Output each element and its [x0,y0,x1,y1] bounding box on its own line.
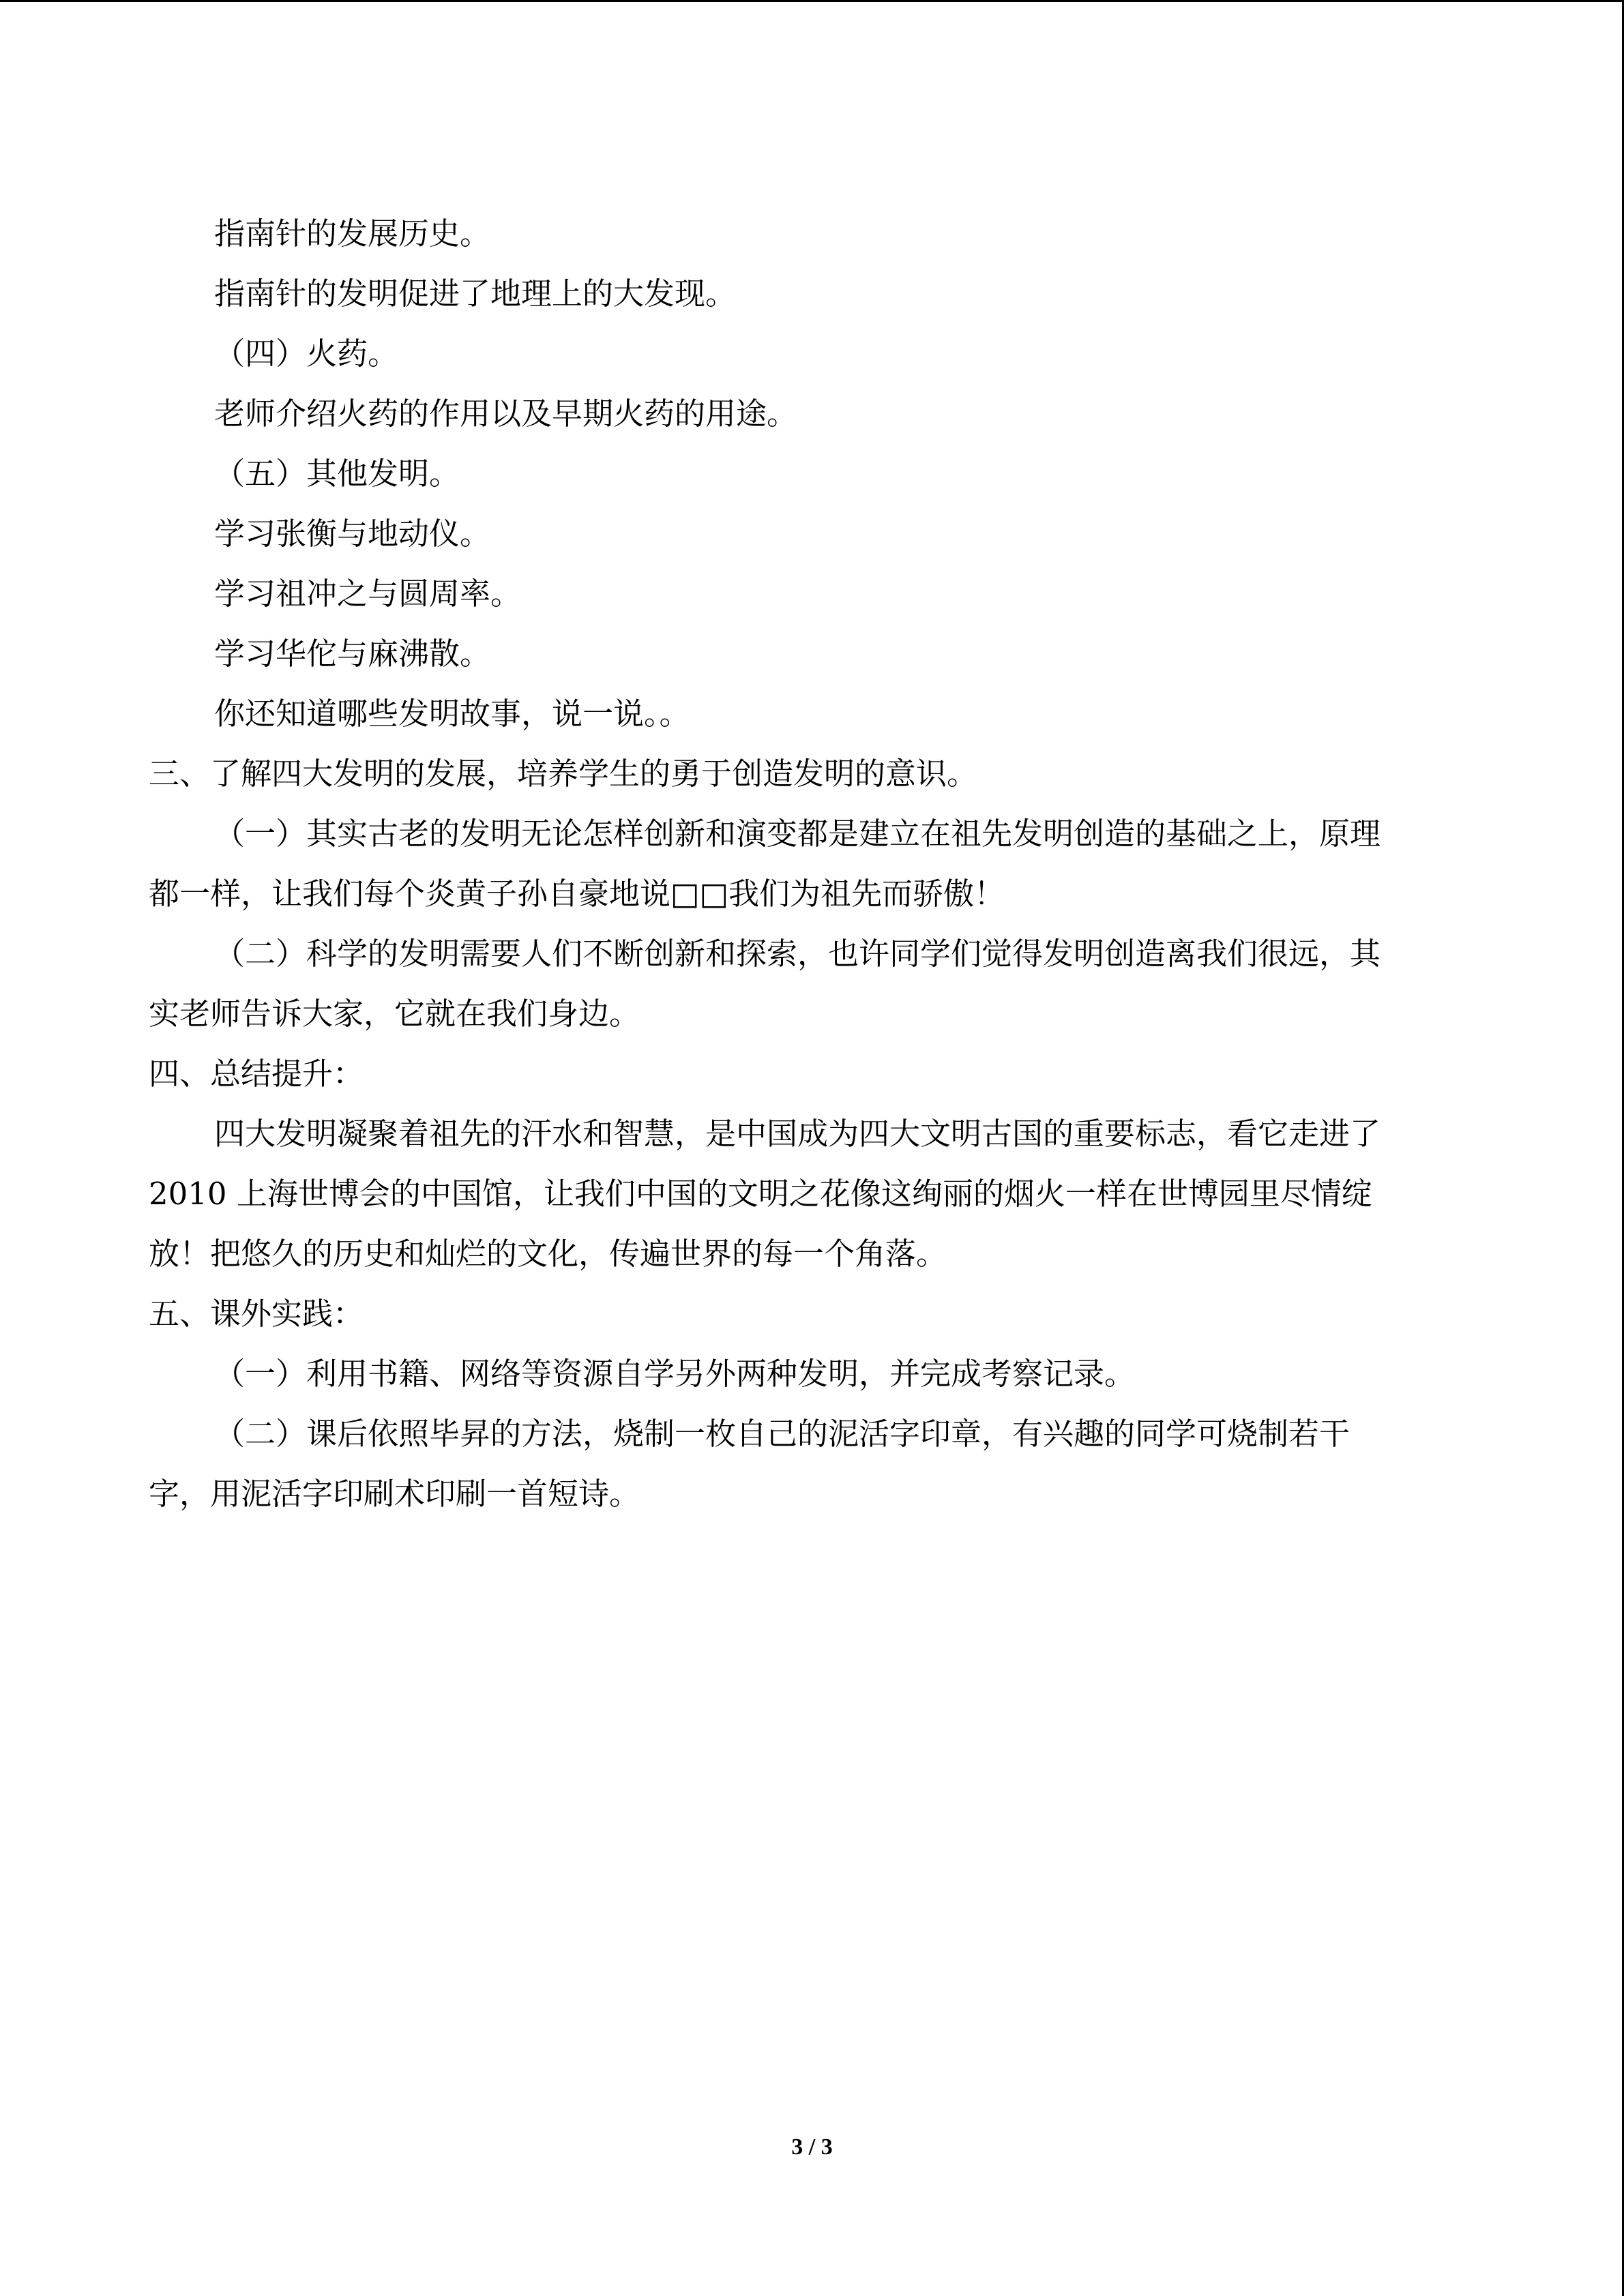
paragraph-line: 实老师告诉大家，它就在我们身边。 [149,996,640,1032]
paragraph-line: （一）利用书籍、网络等资源自学另外两种发明，并完成考察记录。 [214,1356,1136,1392]
paragraph-line: （二）课后依照毕昇的方法，烧制一枚自己的泥活字印章，有兴趣的同学可烧制若干 [214,1416,1350,1452]
paragraph-line: 指南针的发展历史。 [214,215,491,252]
subheading-line: （四）火药。 [214,336,399,372]
section-heading: 三、了解四大发明的发展，培养学生的勇于创造发明的意识。 [149,756,978,792]
paragraph-line: 都一样，让我们每个炎黄子孙自豪地说□□我们为祖先而骄傲！ [149,876,1005,912]
section-heading: 四、总结提升： [149,1056,364,1092]
paragraph-line: 学习张衡与地动仪。 [214,516,491,552]
paragraph-line: 学习华佗与麻沸散。 [214,636,491,672]
paragraph-line: （二）科学的发明需要人们不断创新和探索，也许同学们觉得发明创造离我们很远，其 [214,936,1381,972]
paragraph-line: 放！把悠久的历史和灿烂的文化，传遍世界的每一个角落。 [149,1236,947,1272]
paragraph-line: 四大发明凝聚着祖先的汗水和智慧，是中国成为四大文明古国的重要标志，看它走进了 [214,1116,1381,1152]
paragraph-line: 字，用泥活字印刷术印刷一首短诗。 [149,1476,640,1512]
page-number: 3 / 3 [791,2134,833,2160]
section-heading: 五、课外实践： [149,1296,364,1332]
paragraph-line: 你还知道哪些发明故事，说一说。。 [214,696,690,732]
paragraph-line: 学习祖冲之与圆周率。 [214,576,522,612]
paragraph-line: 2010 上海世博会的中国馆，让我们中国的文明之花像这绚丽的烟火一样在世博园里尽情绽 [149,1176,1372,1212]
paragraph-line: 指南针的发明促进了地理上的大发现。 [214,275,737,312]
subheading-line: （五）其他发明。 [214,456,460,492]
paragraph-line: （一）其实古老的发明无论怎样创新和演变都是建立在祖先发明创造的基础之上，原理 [214,816,1381,852]
paragraph-line: 老师介绍火药的作用以及早期火药的用途。 [214,396,798,432]
